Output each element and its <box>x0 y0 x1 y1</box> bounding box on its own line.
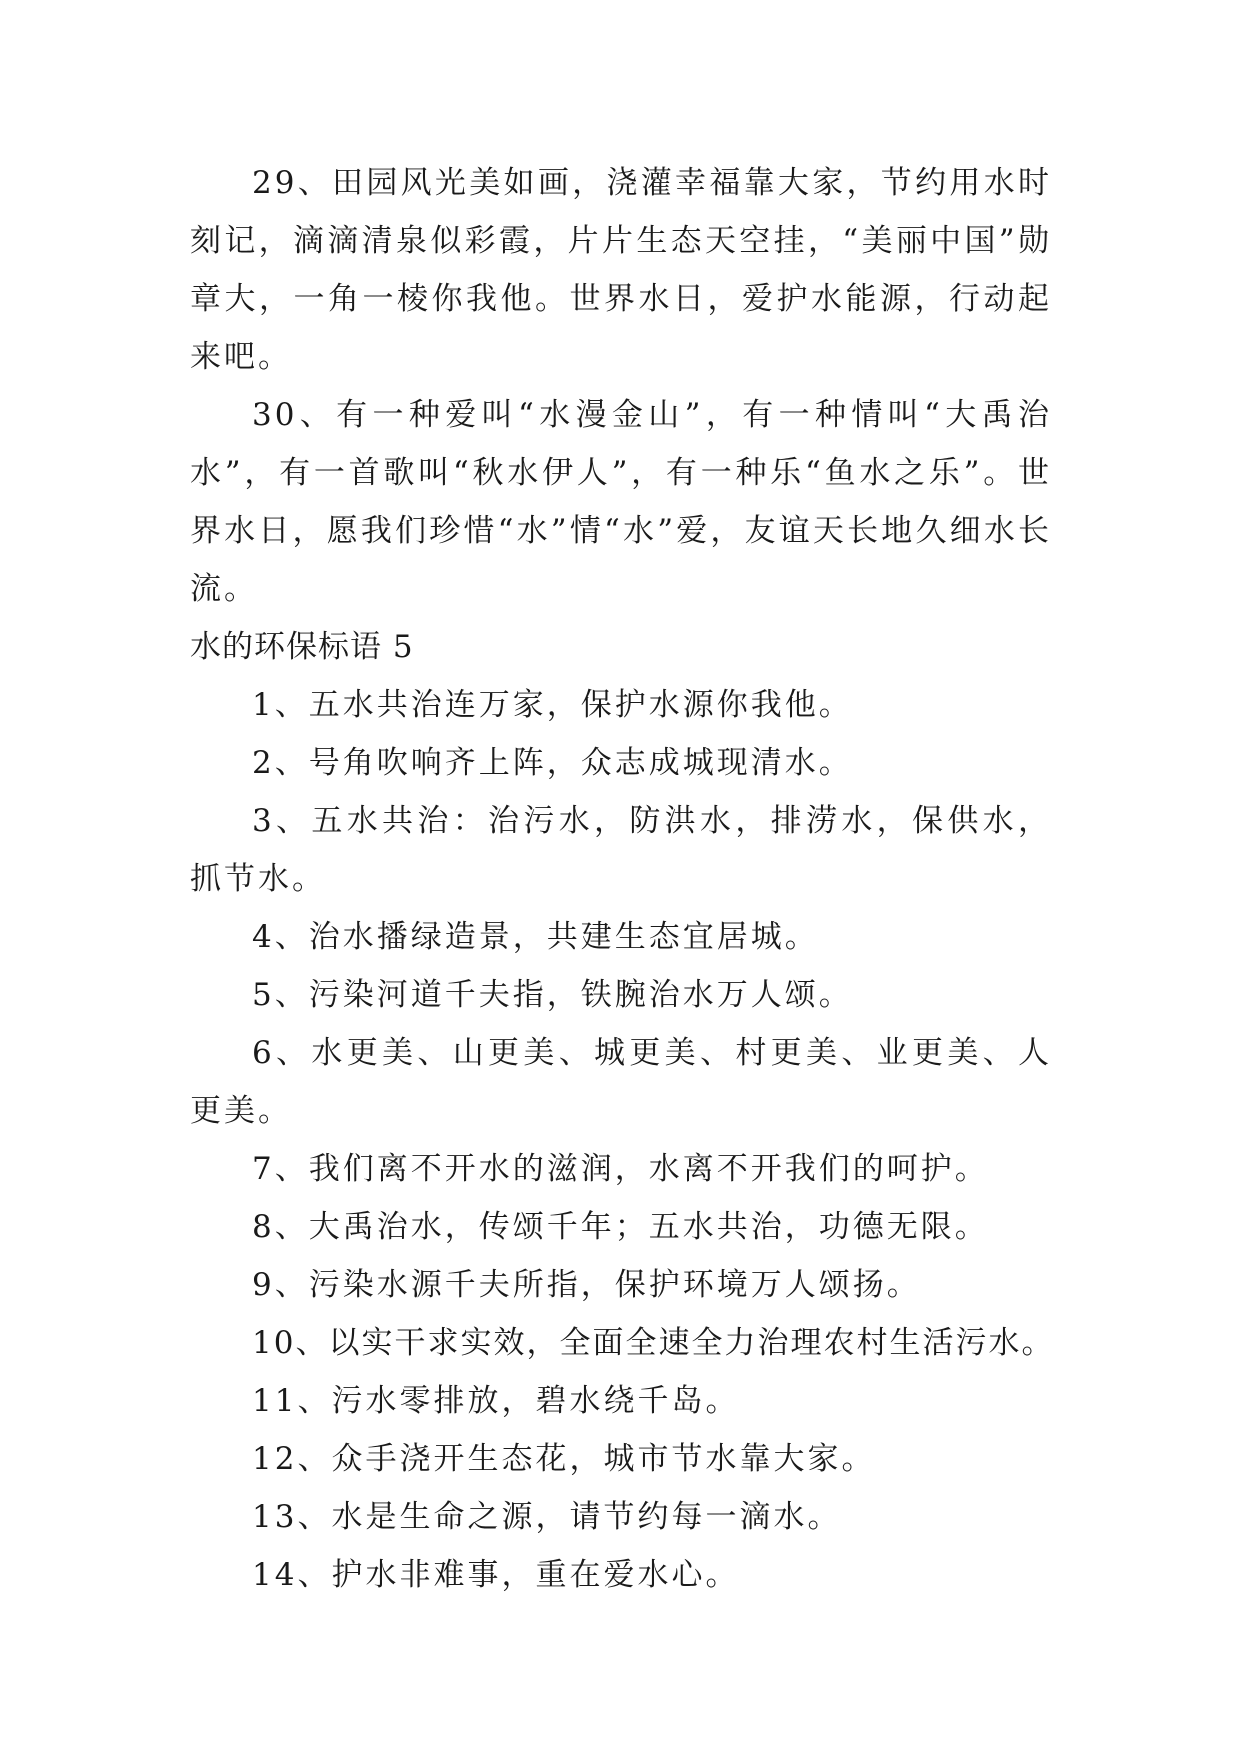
document-body <box>190 154 1055 1604</box>
list-item: 10、以实干求实效，全面全速全力治理农村生活污水。 <box>252 1325 1055 1361</box>
list-item: 2、号角吹响齐上阵，众志成城现清水。 <box>252 745 853 781</box>
list-item: 4、治水播绿造景，共建生态宜居城。 <box>252 919 819 955</box>
list-item: 7、我们离不开水的滋润，水离不开我们的呵护。 <box>252 1151 989 1187</box>
list-item: 1、五水共治连万家，保护水源你我他。 <box>252 687 853 723</box>
list-item: 8、大禹治水，传颂千年；五水共治，功德无限。 <box>252 1209 989 1245</box>
paragraph-29: 29、田园风光美如画，浇灌幸福靠大家，节约用水时刻记，滴滴清泉似彩霞，片片生态天空挂，“美丽中国”勋章大，一角一棱你我他。世界水日，爱护水能源，行动起来吧。 <box>190 165 1052 375</box>
list-item: 9、污染水源千夫所指，保护环境万人颂扬。 <box>252 1267 921 1303</box>
list-item: 11、污水零排放，碧水绕千岛。 <box>252 1383 740 1419</box>
list-item: 6、水更美、山更美、城更美、村更美、业更美、人更美。 <box>190 1035 1052 1129</box>
paragraph-30: 30、有一种爱叫“水漫金山”，有一种情叫“大禹治水”，有一首歌叫“秋水伊人”，有一种乐“鱼水之乐”。世界水日，愿我们珍惜“水”情“水”爱，友谊天长地久细水长流。 <box>190 397 1052 607</box>
list-item: 5、污染河道千夫指，铁腕治水万人颂。 <box>252 977 853 1013</box>
list-item: 12、众手浇开生态花，城市节水靠大家。 <box>252 1441 876 1477</box>
list-item: 3、五水共治：治污水，防洪水，排涝水，保供水，抓节水。 <box>190 803 1052 897</box>
list-item: 14、护水非难事，重在爱水心。 <box>252 1557 740 1593</box>
section-heading: 水的环保标语 5 <box>190 629 414 665</box>
list-item: 13、水是生命之源，请节约每一滴水。 <box>252 1499 842 1535</box>
